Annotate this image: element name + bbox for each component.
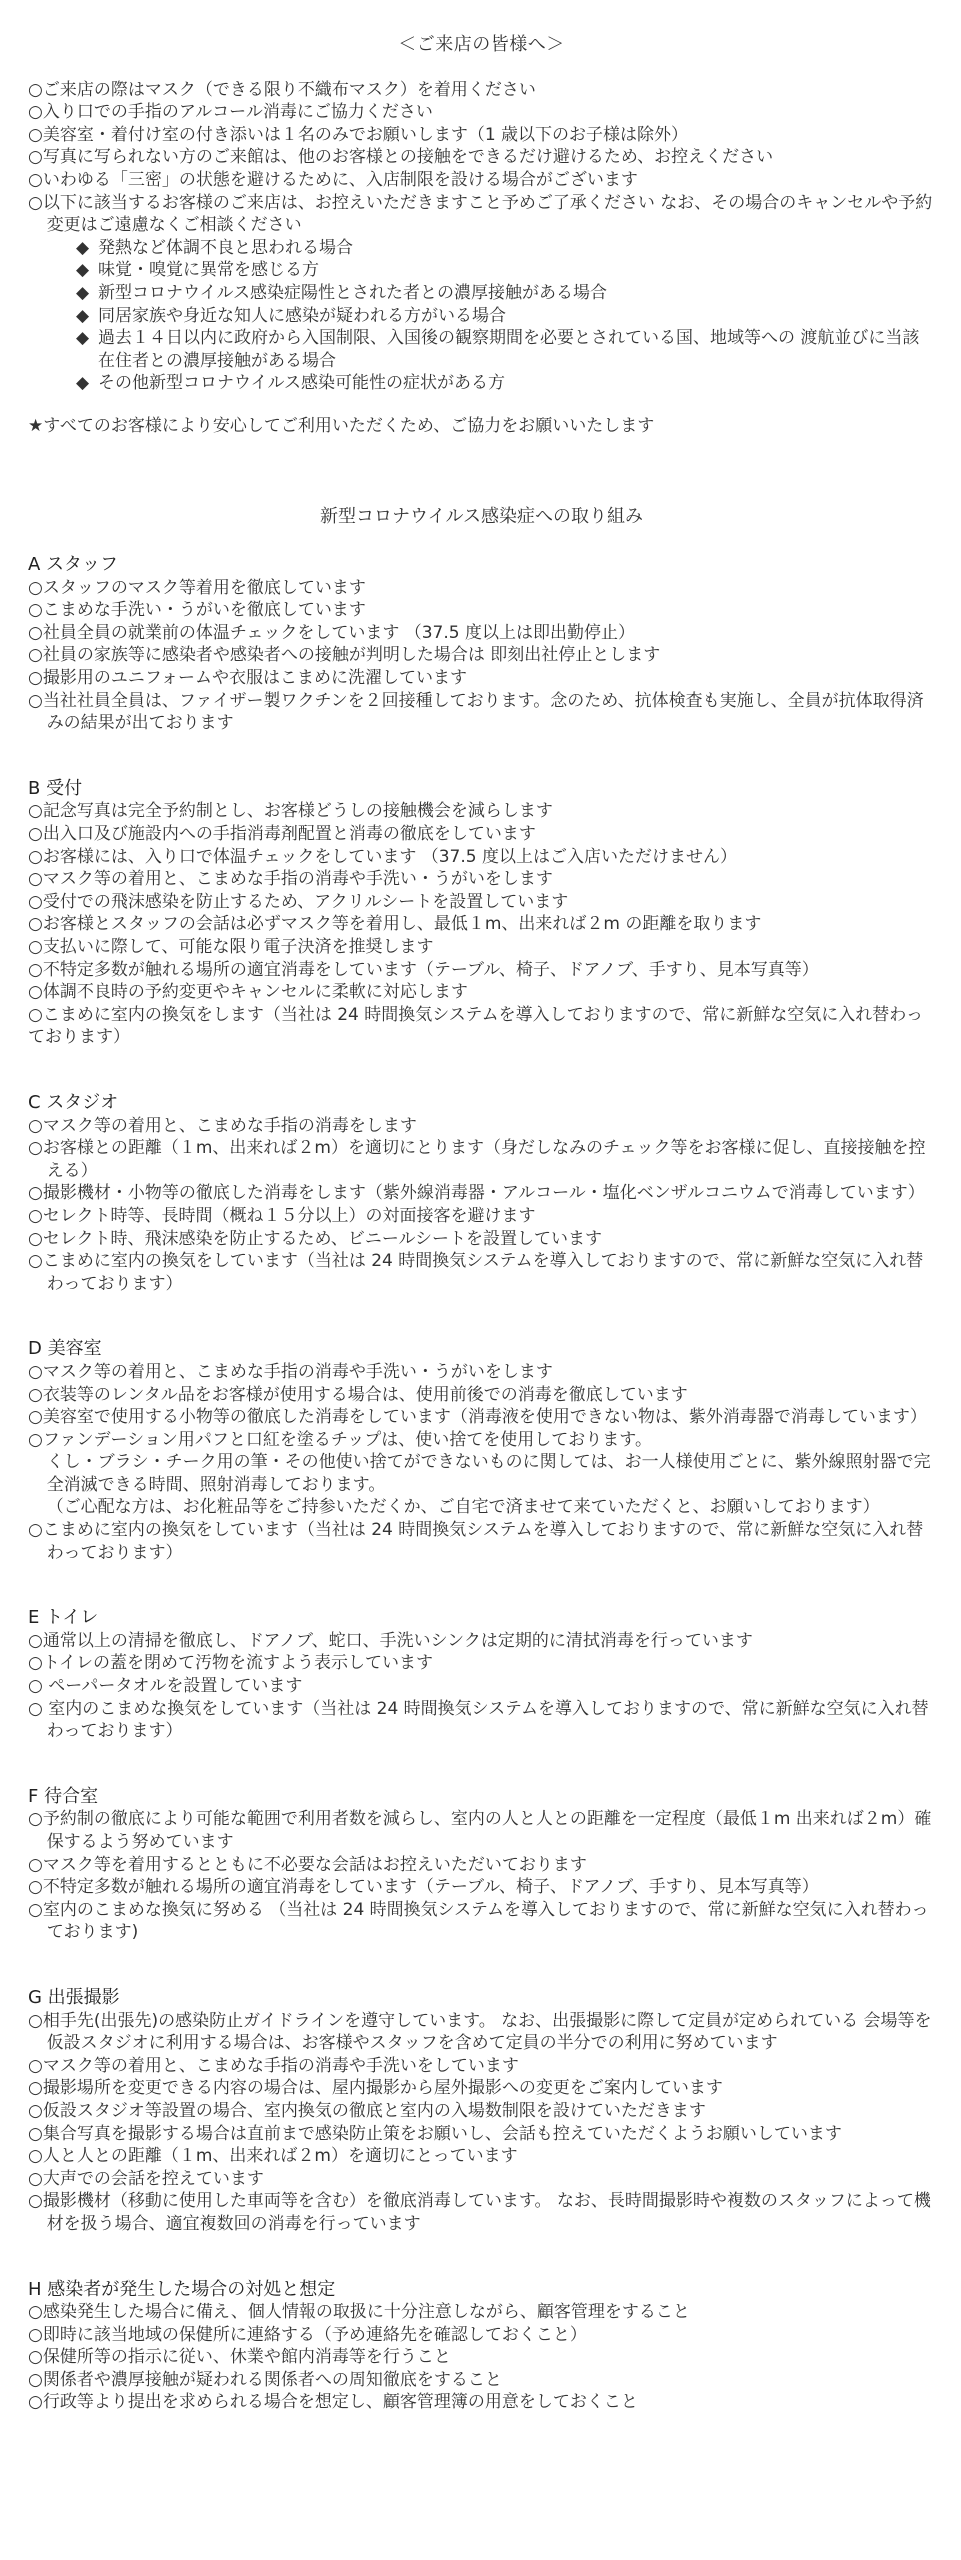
- measures-title: 新型コロナウイルス感染症への取り組み: [320, 505, 643, 527]
- section-waiting-room: [28, 1786, 935, 1944]
- list-item: ○人と人との距離（１m、出来れば２m）を適切にとっています: [28, 2146, 518, 2167]
- list-item: ○マスク等の着用と、こまめな手指の消毒や手洗いをしています: [28, 2055, 519, 2076]
- list-item: ○行政等より提出を求められる場合を想定し、顧客管理簿の用意をしておくこと: [28, 2392, 638, 2413]
- notice-item: ○美容室・着付け室の付き添いは１名のみでお願いします（1 歳以下のお子様は除外）: [28, 124, 689, 145]
- diamond-bullet-icon: ◆: [76, 305, 90, 326]
- list-item: ○お客様とスタッフの会話は必ずマスク等を着用し、最低１m、出来れば２m の距離を取ります: [28, 914, 762, 935]
- notice-item: ○以下に該当するお客様のご来店は、お控えいただきますこと予めご了承ください なお、その場合のキャンセルや予約変更はご遠慮なくご相談ください: [28, 192, 933, 236]
- list-item: ○美容室で使用する小物等の徹底した消毒をしています（消毒液を使用できない物は、紫外消毒器で消毒しています）: [28, 1407, 927, 1428]
- list-item: ○支払いに際して、可能な限り電子決済を推奨します: [28, 937, 434, 957]
- list-item: ○ 室内のこまめな換気をしています（当社は 24 時間換気システムを導入しておりますので、常に新鮮な空気に入れ替わっております）: [28, 1698, 929, 1742]
- list-item: ○セレクト時等、長時間（概ね１５分以上）の対面接客を避けます: [28, 1205, 536, 1226]
- list-item: ○マスク等を着用するとともに不必要な会話はお控えいただいております: [28, 1854, 587, 1875]
- section-restroom: [28, 1607, 935, 1743]
- list-item: ○出入口及び施設内への手指消毒剤配置と消毒の徹底をしています: [28, 824, 536, 845]
- list-item: ○撮影用のユニフォームや衣服はこまめに洗濯しています: [28, 668, 467, 689]
- list-item: ○マスク等の着用と、こまめな手指の消毒や手洗い・うがいをします: [28, 1361, 553, 1382]
- notice-list: [28, 79, 935, 237]
- list-item: ○体調不良時の予約変更やキャンセルに柔軟に対応します: [28, 982, 468, 1003]
- notice-item: ○入り口での手指のアルコール消毒にご協力ください: [28, 102, 433, 123]
- list-item: ○通常以上の清掃を徹底し、ドアノブ、蛇口、手洗いシンクは定期的に清拭消毒を行っています: [28, 1630, 753, 1651]
- list-item: ○お客様には、入り口で体温チェックをしています （37.5 度以上はご入店いただけません）: [28, 846, 737, 867]
- condition-bullet: ◆ その他新型コロナウイルス感染可能性の症状がある方: [76, 373, 505, 394]
- section-onsite-shooting: [28, 1987, 935, 2236]
- section-heading: F 待合室: [28, 1785, 99, 1807]
- list-item: ○集合写真を撮影する場合は直前まで感染防止策をお願いし、会話も控えていただくようお願いしています: [28, 2123, 842, 2144]
- list-item: ○セレクト時、飛沫感染を防止するため、ビニールシートを設置しています: [28, 1228, 603, 1249]
- list-item: ○衣装等のレンタル品をお客様が使用する場合は、使用前後での消毒を徹底しています: [28, 1384, 688, 1405]
- list-item: ○受付での飛沫感染を防止するため、アクリルシートを設置しています: [28, 891, 569, 912]
- section-heading: D 美容室: [28, 1338, 102, 1360]
- list-item: ○ファンデーション用パフと口紅を塗るチップは、使い捨てを使用しております。: [28, 1429, 652, 1450]
- list-item: ○社員全員の就業前の体温チェックをしています （37.5 度以上は即出勤停止）: [28, 622, 635, 643]
- list-item: ○即時に該当地域の保健所に連絡する（予め連絡先を確認しておくこと）: [28, 2324, 587, 2345]
- list-item: ○感染発生した場合に備え、個人情報の取扱に十分注意しながら、顧客管理をすること: [28, 2302, 690, 2323]
- list-item: ○大声での会話を控えています: [28, 2168, 264, 2189]
- diamond-bullet-icon: ◆: [76, 282, 90, 303]
- list-item: ○撮影場所を変更できる内容の場合は、屋内撮影から屋外撮影への変更をご案内しています: [28, 2078, 723, 2099]
- section-heading: G 出張撮影: [28, 1986, 120, 2008]
- section-heading: A スタッフ: [28, 554, 119, 576]
- list-item: ○こまめに室内の換気をしています（当社は 24 時間換気システムを導入しておりますので、常に新鮮な空気に入れ替わっております）: [28, 1251, 924, 1294]
- section-heading: H 感染者が発生した場合の対処と想定: [28, 2278, 336, 2300]
- list-item: ○社員の家族等に感染者や感染者への接触が判明した場合は 即刻出社停止とします: [28, 645, 661, 666]
- list-item: ○こまめな手洗い・うがいを徹底しています: [28, 600, 366, 621]
- section-heading: C スタジオ: [28, 1091, 119, 1113]
- notice-title: ＜ご来店の皆様へ＞: [398, 34, 565, 55]
- diamond-bullet-icon: ◆: [76, 237, 90, 258]
- section-staff: [28, 554, 935, 735]
- diamond-bullet-icon: ◆: [76, 328, 90, 349]
- list-item: ○不特定多数が触れる場所の適宜消毒をしています（テーブル、椅子、ドアノブ、手すり、見本写真等）: [28, 959, 819, 980]
- condition-bullet: ◆ 同居家族や身近な知人に感染が疑われる方がいる場合: [76, 305, 506, 326]
- list-item: ○ ペーパータオルを設置しています: [28, 1676, 303, 1697]
- list-item: ○室内のこまめな換気に努める （当社は 24 時間換気システムを導入しておりますので、常に新鮮な空気に入れ替わっております): [28, 1899, 929, 1943]
- section-studio: [28, 1092, 935, 1295]
- diamond-bullet-icon: ◆: [76, 373, 90, 394]
- list-item: ○記念写真は完全予約制とし、お客様どうしの接触機会を減らします: [28, 801, 553, 822]
- list-item: ○マスク等の着用と、こまめな手指の消毒をします: [28, 1115, 417, 1136]
- list-item-continuation: くし・ブラシ・チーク用の筆・その他使い捨てができないものに関しては、お一人様使用ごとに、紫外線照射器で完全消滅できる時間、照射消毒しております。: [46, 1452, 931, 1495]
- list-item: ○こまめに室内の換気をします（当社は 24 時間換気システムを導入しておりますので、常に新鮮な空気に入れ替わっております）: [28, 1004, 924, 1048]
- condition-bullet-list: [28, 237, 935, 395]
- condition-bullet: ◆ 新型コロナウイルス感染症陽性とされた者との濃厚接触がある場合: [76, 282, 607, 303]
- list-item: ○保健所等の指示に従い、休業や館内消毒等を行うこと: [28, 2347, 451, 2368]
- list-item: ○当社社員全員は、ファイザー製ワクチンを２回接種しております。念のため、抗体検査も実施し、全員が抗体取得済みの結果が出ております: [28, 690, 924, 734]
- condition-bullet: ◆ 発熱など体調不良と思われる場合: [76, 237, 353, 258]
- section-beauty-salon: [28, 1338, 935, 1564]
- condition-bullet: ◆ 過去１４日以内に政府から入国制限、入国後の観察期間を必要とされている国、地域等への 渡航並びに当該在住者との濃厚接触がある場合: [76, 328, 920, 371]
- closing-message: ★すべてのお客様により安心してご利用いただくため、ご協力をお願いいたします: [28, 415, 655, 436]
- section-infection-response: [28, 2279, 935, 2415]
- list-item: ○仮設スタジオ等設置の場合、室内換気の徹底と室内の入場数制限を設けていただきます: [28, 2100, 706, 2121]
- list-item: ○こまめに室内の換気をしています（当社は 24 時間換気システムを導入しておりますので、常に新鮮な空気に入れ替わっております）: [28, 1520, 924, 1563]
- list-item: ○撮影機材・小物等の徹底した消毒をします（紫外線消毒器・アルコール・塩化ベンザルコニウムで消毒しています）: [28, 1183, 925, 1204]
- list-item: ○関係者や濃厚接触が疑われる関係者への周知徹底をすること: [28, 2369, 502, 2390]
- list-item: ○お客様との距離（１m、出来れば２m）を適切にとります（身だしなみのチェック等をお客様に促し、直接接触を控える）: [28, 1138, 926, 1181]
- section-heading: E トイレ: [28, 1607, 99, 1629]
- section-reception: [28, 778, 935, 1049]
- section-heading: B 受付: [28, 777, 83, 799]
- list-item: ○スタッフのマスク等着用を徹底しています: [28, 577, 366, 598]
- list-item: ○トイレの蓋を閉めて汚物を流すよう表示しています: [28, 1653, 433, 1674]
- list-item: ○相手先(出張先)の感染防止ガイドラインを遵守しています。 なお、出張撮影に際して定員が定められている 会場等を仮設スタジオに利用する場合は、お客様やスタッフを含めて定員の半分での利用に努めています: [28, 2010, 932, 2054]
- notice-item: ○いわゆる「三密」の状態を避けるために、入店制限を設ける場合がございます: [28, 169, 638, 190]
- notice-item: ○写真に写られない方のご来館は、他のお客様との接触をできるだけ避けるため、お控えください: [28, 147, 774, 168]
- list-item: ○予約制の徹底により可能な範囲で利用者数を減らし、室内の人と人との距離を一定程度（最低１m 出来れば２m）確保するよう努めています: [28, 1809, 932, 1852]
- notice-item: ○ご来店の際はマスク（できる限り不織布マスク）を着用ください: [28, 79, 536, 100]
- condition-bullet: ◆ 味覚・嗅覚に異常を感じる方: [76, 260, 319, 281]
- list-item: ○不特定多数が触れる場所の適宜消毒をしています（テーブル、椅子、ドアノブ、手すり、見本写真等）: [28, 1877, 819, 1898]
- list-item: ○マスク等の着用と、こまめな手指の消毒や手洗い・うがいをします: [28, 869, 553, 890]
- diamond-bullet-icon: ◆: [76, 260, 90, 281]
- list-item: ○撮影機材（移動に使用した車両等を含む）を徹底消毒しています。 なお、長時間撮影時や複数のスタッフによって機材を扱う場合、適宜複数回の消毒を行っています: [28, 2191, 931, 2234]
- list-item-continuation: （ご心配な方は、お化粧品等をご持参いただくか、ご自宅で済ませて来ていただくと、お願いしております）: [46, 1497, 880, 1518]
